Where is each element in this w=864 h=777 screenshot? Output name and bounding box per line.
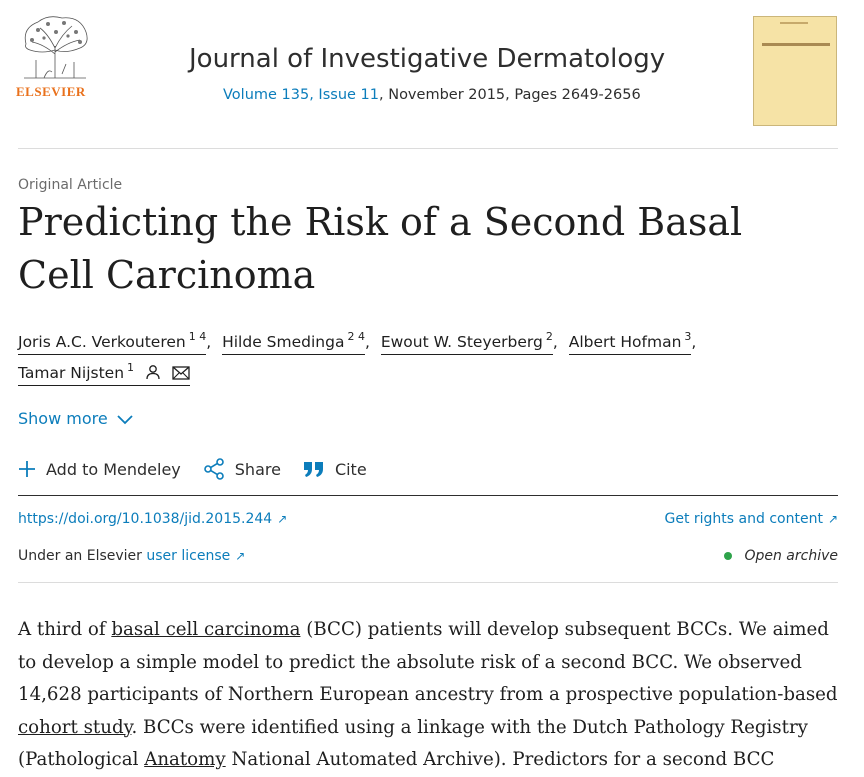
open-archive-label: Open archive xyxy=(744,548,838,564)
author-separator: , xyxy=(552,333,558,351)
license-info xyxy=(18,548,245,564)
author-separator: , xyxy=(364,333,370,351)
envelope-icon xyxy=(172,366,190,380)
journal-title[interactable]: Journal of Investigative Dermatology xyxy=(189,44,666,74)
topic-link-cohort-study[interactable]: cohort study xyxy=(18,716,132,738)
cover-title-bar xyxy=(762,43,830,46)
article-title: Predicting the Risk of a Second Basal Cell Carcinoma xyxy=(18,200,743,297)
add-to-mendeley-label: Add to Mendeley xyxy=(46,459,181,479)
user-license-link[interactable]: user license ↗ xyxy=(146,548,246,564)
author-link-corresponding[interactable]: Tamar Nijsten $^1$ xyxy=(18,357,190,386)
divider xyxy=(18,148,838,149)
author-link[interactable]: Joris A.C. Verkouteren $^{1 4}$ xyxy=(18,326,206,355)
author-link[interactable]: Ewout W. Steyerberg $^2$ xyxy=(381,326,553,355)
article-actions xyxy=(18,458,389,480)
share-label: Share xyxy=(234,459,281,479)
publisher-name: ELSEVIER xyxy=(16,84,86,99)
volume-issue-link[interactable]: Volume 135, Issue 11 xyxy=(223,87,379,103)
journal-issue-info xyxy=(223,87,641,103)
author-list xyxy=(18,326,818,388)
divider xyxy=(18,582,838,583)
show-more-button[interactable] xyxy=(18,409,134,428)
chevron-down-icon xyxy=(116,414,134,426)
share-button[interactable] xyxy=(203,458,281,480)
show-more-label: Show more xyxy=(18,409,108,428)
article-type: Original Article xyxy=(18,177,123,193)
author-link[interactable]: Albert Hofman $^3$ xyxy=(569,326,692,355)
external-link-icon: ↗ xyxy=(827,512,838,526)
cover-line xyxy=(780,22,808,24)
license-prefix: Under an Elsevier xyxy=(18,548,147,564)
quote-icon xyxy=(303,460,325,478)
doi-link[interactable]: https://doi.org/10.1038/jid.2015.244 ↗ xyxy=(18,511,288,527)
abstract-text: A third of basal cell carcinoma (BCC) patients will develop subsequent BCCs. We aimed to develop a simple model to predict the absolute risk of a second BCC. We observed 14,628 participants of Northern European ancestry from a prospective population-based cohort study. BCCs were identified using a linkage with the Dutch Pathology Registry (Pathological Anatomy National Automated Archive). Predictors for a second BCC xyxy=(18,619,838,770)
cite-button[interactable] xyxy=(303,460,367,479)
elsevier-tree-icon xyxy=(18,14,92,82)
author-separator: , xyxy=(206,333,212,351)
external-link-icon: ↗ xyxy=(235,549,246,563)
author-separator: , xyxy=(691,333,697,351)
topic-link-anatomy[interactable]: Anatomy xyxy=(144,749,226,770)
open-access-dot-icon xyxy=(724,552,732,560)
journal-cover-thumbnail[interactable] xyxy=(753,16,837,126)
divider xyxy=(18,495,838,496)
plus-icon xyxy=(18,460,36,478)
open-archive-badge xyxy=(724,548,838,564)
add-to-mendeley-button[interactable] xyxy=(18,460,181,479)
author-link[interactable]: Hilde Smedinga $^{2 4}$ xyxy=(222,326,365,355)
cite-label: Cite xyxy=(334,459,367,479)
issue-date-pages: , November 2015, Pages 2649-2656 xyxy=(379,87,641,103)
person-icon xyxy=(145,364,161,380)
topic-link-bcc[interactable]: basal cell carcinoma xyxy=(111,619,301,640)
share-icon xyxy=(203,458,225,480)
rights-and-content-link[interactable]: Get rights and content ↗ xyxy=(664,511,838,527)
external-link-icon: ↗ xyxy=(277,512,288,526)
